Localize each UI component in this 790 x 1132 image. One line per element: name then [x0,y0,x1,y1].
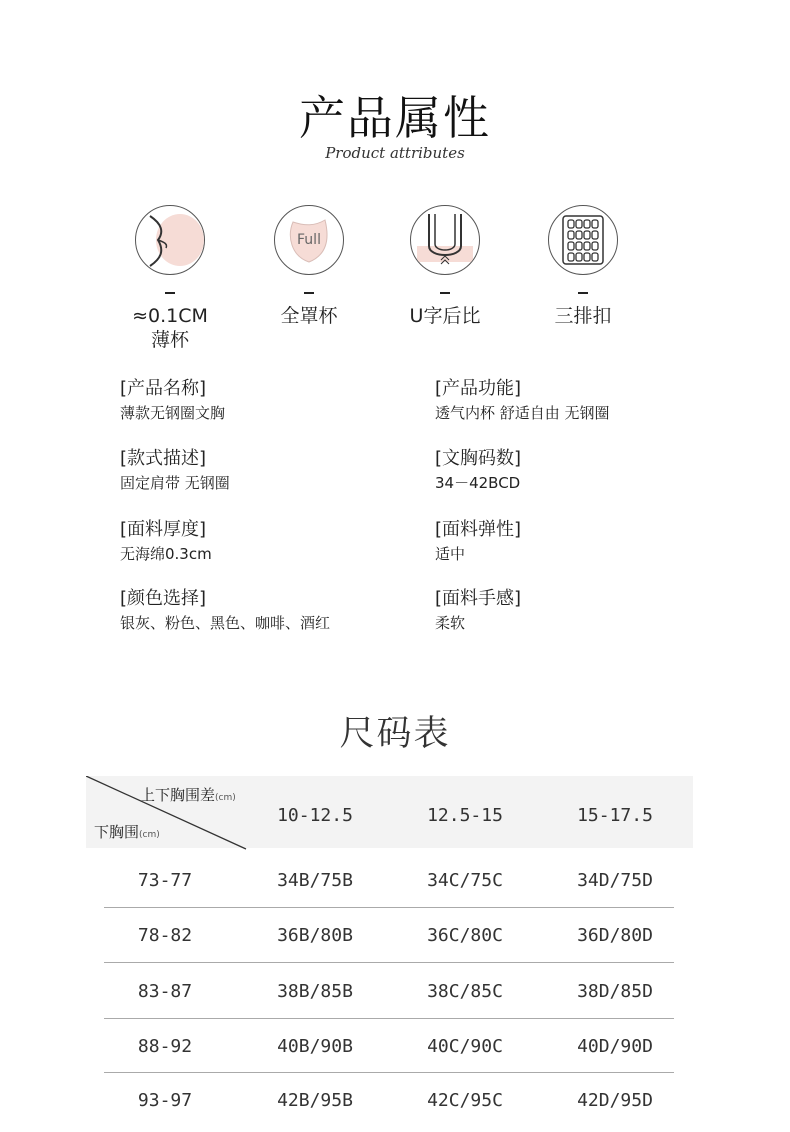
size-cell: 38B/85B [277,981,353,1002]
size-cell: 36D/80D [577,925,653,946]
attr-key: [面料厚度] [120,519,207,540]
feature-divider [578,292,588,294]
feature-label: 全罩杯 [280,305,338,327]
page-title: 产品属性 [299,91,491,145]
row-divider [104,1072,674,1073]
attr-value: 适中 [435,545,466,563]
column-header: 12.5-15 [427,805,503,826]
attr-key: [款式描述] [120,448,207,469]
attr-product-name [120,378,420,422]
size-cell: 34B/75B [277,870,353,891]
attr-fabric-thickness [120,519,420,563]
size-cell: 34D/75D [577,870,653,891]
row-band: 73-77 [137,870,193,891]
attr-key: [颜色选择] [120,588,207,609]
full-cup-text: Full [297,232,321,248]
size-table-title: 尺码表 [339,714,451,754]
attr-style-description [120,448,420,492]
size-cell: 38D/85D [577,981,653,1002]
feature-divider [165,292,175,294]
row-divider [104,1018,674,1019]
row-band: 93-97 [137,1090,193,1111]
feature-divider [440,292,450,294]
size-cell: 40C/90C [427,1036,503,1057]
attr-key: [面料弹性] [435,519,522,540]
three-hook-icon [548,205,618,275]
attr-key: [产品功能] [435,378,522,399]
header-corner-bottom: 下胸围(cm) [94,823,160,841]
size-cell: 36C/80C [427,925,503,946]
size-cell: 38C/85C [427,981,503,1002]
column-header: 10-12.5 [277,805,353,826]
full-cup-icon [274,205,344,275]
attr-value: 柔软 [435,614,466,632]
size-cell: 42D/95D [577,1090,653,1111]
attr-value: 银灰、粉色、黑色、咖啡、酒红 [120,614,331,632]
row-band: 88-92 [137,1036,193,1057]
column-header: 15-17.5 [577,805,653,826]
feature-label: 三排扣 [554,305,612,327]
size-cell: 34C/75C [427,870,503,891]
attr-value: 34－42BCD [435,474,521,492]
feature-divider [304,292,314,294]
feature-label: ≈0.1CM 薄杯 [132,305,208,351]
attr-key: [产品名称] [120,378,207,399]
size-cell: 40B/90B [277,1036,353,1057]
page-subtitle: Product attributes [325,144,465,162]
feature-label: U字后比 [409,305,481,327]
size-cell: 42B/95B [277,1090,353,1111]
attr-value: 透气内杯 舒适自由 无钢圈 [435,404,610,422]
attr-key: [文胸码数] [435,448,522,469]
row-divider [104,907,674,908]
thin-cup-icon [135,205,205,275]
feature-three-hook [508,205,658,328]
attr-value: 无海绵0.3cm [120,545,212,563]
attr-product-function [435,378,735,422]
attr-key: [面料手感] [435,588,522,609]
feature-u-back [370,205,520,328]
u-back-icon [410,205,480,275]
attr-fabric-feel [435,588,735,632]
size-cell: 36B/80B [277,925,353,946]
feature-full-cup [234,205,384,328]
size-cell: 40D/90D [577,1036,653,1057]
attr-value: 薄款无钢圈文胸 [120,404,226,422]
row-divider [104,962,674,963]
feature-thin-cup [95,205,245,352]
header-corner-top: 上下胸围差(cm) [140,786,236,804]
attr-bra-sizes [435,448,735,492]
attr-color-choice [120,588,420,632]
size-cell: 42C/95C [427,1090,503,1111]
attr-value: 固定肩带 无钢圈 [120,474,230,492]
row-band: 83-87 [137,981,193,1002]
attr-fabric-elasticity [435,519,735,563]
row-band: 78-82 [137,925,193,946]
